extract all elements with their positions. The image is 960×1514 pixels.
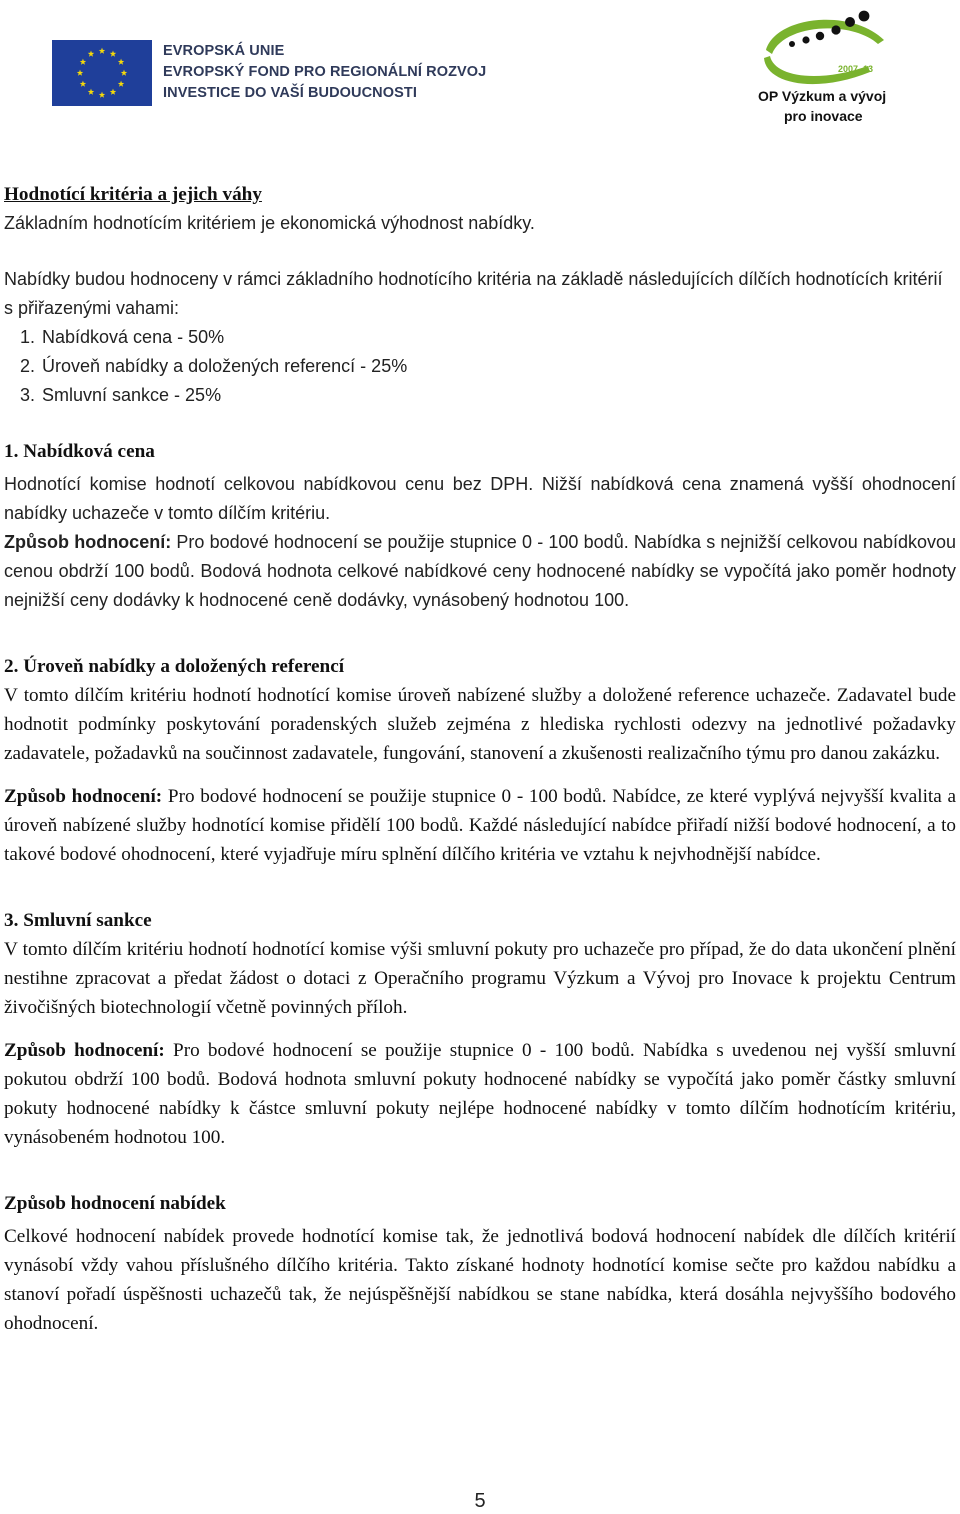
method-label: Způsob hodnocení:	[4, 786, 163, 807]
references-body: V tomto dílčím kritériu hodnotí hodnotící komise úroveň nabízené služby a doložené reference uchazeče. Zadavatel bude hodnotit podmínky poskytování poradenských služeb zejména z hlediska rychlosti odezvy na jednotlivé požadavky zadavatele, požadavků na součinnost zadavatele, fungování, stanovení a zkušenosti realizačního týmu pro danou zakázku.	[4, 685, 956, 764]
evaluation-body: Celkové hodnocení nabídek provede hodnotící komise tak, že jednotlivá bodová hodnocení nabídek dle dílčích kritérií vynásobí vždy vahou příslušného dílčího kritéria. Takto získané hodnoty hodnotící komise sečte pro každou nabídku a stanoví pořadí úspěšnosti uchazečů tak, že nejúspěšnější nabídkou se stane nabídka, která dosáhla nejvyššího bodového ohodnocení.	[4, 1226, 956, 1334]
eu-flag-icon	[52, 40, 152, 106]
op-line-2: pro inovace	[784, 108, 863, 124]
document-header	[0, 0, 960, 140]
method-label: Způsob hodnocení:	[4, 1040, 165, 1061]
eu-line-1: EVROPSKÁ UNIE	[163, 43, 285, 59]
heading-sanctions: 3. Smluvní sankce	[4, 910, 152, 931]
sanctions-method	[4, 1036, 956, 1152]
eu-line-3: INVESTICE DO VAŠÍ BUDOUCNOSTI	[163, 85, 417, 101]
intro-text: Základním hodnotícím kritériem je ekonomická výhodnost nabídky.	[4, 213, 535, 233]
section-title: Hodnotící kritéria a jejich váhy	[4, 184, 262, 205]
eu-logo-text	[163, 41, 486, 104]
document-body	[4, 180, 956, 1338]
op-line-1: OP Výzkum a vývoj	[758, 88, 887, 104]
heading-references: 2. Úroveň nabídky a doložených referencí	[4, 656, 345, 677]
criteria-lead: Nabídky budou hodnoceny v rámci základního hodnotícího kritéria na základě následujících dílčích hodnotících kritérií s přiřazenými vahami:	[4, 269, 943, 318]
op-year-label: 2007–13	[838, 64, 874, 74]
criteria-item: 2. Úroveň nabídky a doložených referencí - 25%	[40, 352, 956, 381]
criteria-list	[4, 323, 956, 410]
criteria-item: 1. Nabídková cena - 50%	[40, 323, 956, 352]
page-number: 5	[474, 1490, 486, 1512]
method-text: Pro bodové hodnocení se použije stupnice 0 - 100 bodů. Nabídce, ze které vyplývá nejvyšší kvalita a úroveň nabízené služby hodnotící komise přidělí 100 bodů. Každé následující nabídce přiřadí nižší bodové hodnocení, a to takové bodové ohodnocení, které vyjadřuje míru splnění dílčího kritéria ve vztahu k nejvhodnější nabídce.	[4, 786, 956, 865]
heading-price: 1. Nabídková cena	[4, 441, 155, 462]
op-program-name	[758, 86, 886, 126]
price-body: Hodnotící komise hodnotí celkovou nabídkovou cenu bez DPH. Nižší nabídková cena znamená vyšší ohodnocení nabídky uchazeče v tomto dílčím kritériu.	[4, 474, 956, 523]
sanctions-body: V tomto dílčím kritériu hodnotí hodnotící komise výši smluvní pokuty pro uchazeče pro případ, že do data ukončení plnění nestihne zpracovat a předat žádost o dotaci z Operačního programu Výzkum a Vývoj pro Inovace k projektu Centrum živočišných biotechnologií včetně povinných příloh.	[4, 939, 956, 1018]
references-method	[4, 782, 956, 869]
method-text: Pro bodové hodnocení se použije stupnice 0 - 100 bodů. Nabídka s uvedenou nej vyšší smluvní pokutou obdrží 100 bodů. Bodová hodnota smluvní pokuty hodnocené nabídky se vypočítá jako poměr částky smluvní pokuty hodnocené nabídky k částce smluvní pokuty nejlépe hodnocené nabídky v tomto dílčím hodnotícím kritériu, vynásobeném hodnotou 100.	[4, 1040, 957, 1148]
criteria-item: 3. Smluvní sankce - 25%	[40, 381, 956, 410]
method-text: Pro bodové hodnocení se použije stupnice 0 - 100 bodů. Nabídka s nejnižší celkovou nabídkovou cenou obdrží 100 bodů. Bodová hodnota celkové nabídkové ceny hodnocené nabídky se vypočítá jako poměr hodnoty nejnižší ceny dodávky k hodnocené ceně dodávky, vynásobený hodnotou 100.	[4, 532, 956, 610]
price-method	[4, 528, 956, 615]
method-label: Způsob hodnocení:	[4, 532, 172, 552]
eu-line-2: EVROPSKÝ FOND PRO REGIONÁLNÍ ROZVOJ	[163, 64, 487, 80]
heading-evaluation: Způsob hodnocení nabídek	[4, 1193, 226, 1214]
